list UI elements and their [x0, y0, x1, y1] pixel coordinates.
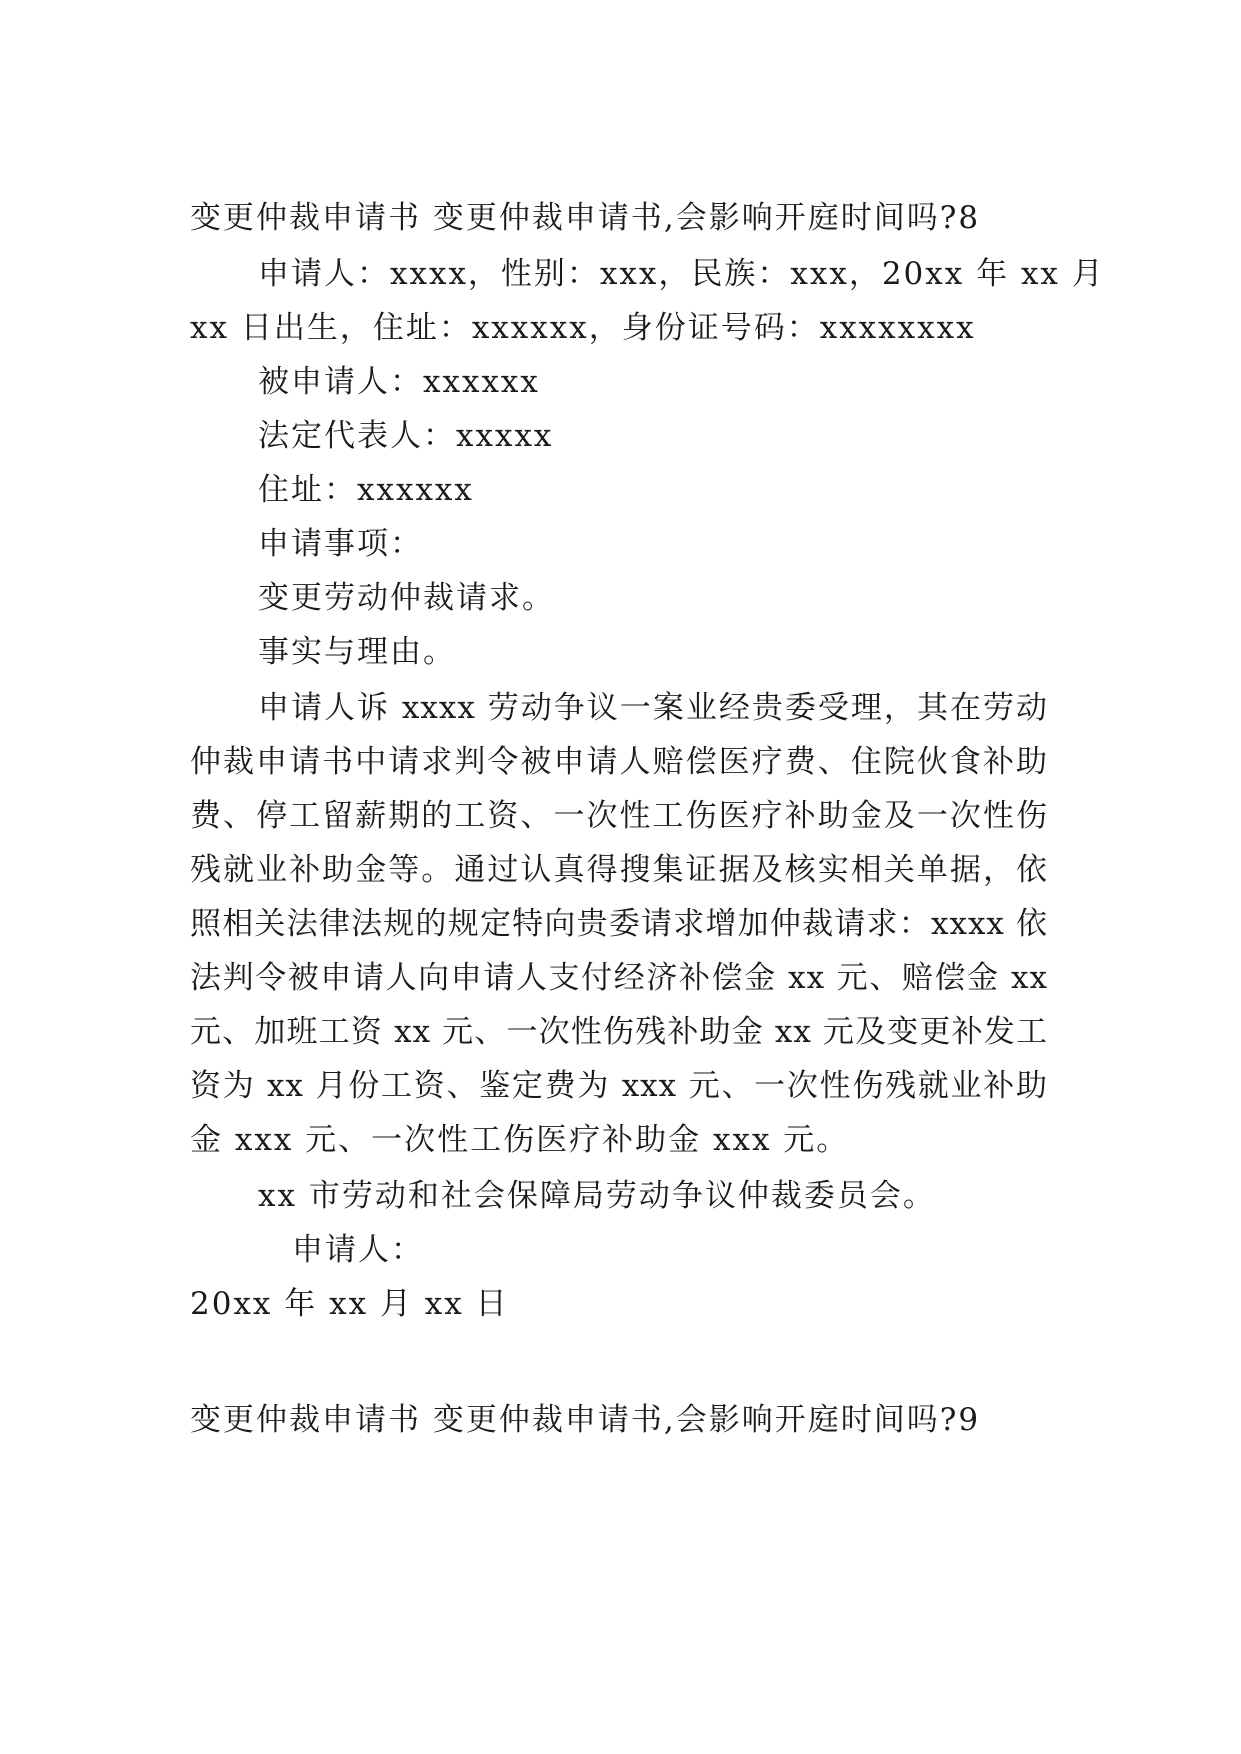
facts-line-3: 费、停工留薪期的工资、一次性工伤医疗补助金及一次性伤	[190, 798, 1048, 834]
facts-line-4: 残就业补助金等。通过认真得搜集证据及核实相关单据，依	[190, 852, 1048, 888]
applicant-line-1: 申请人：xxxx，性别：xxx，民族：xxx，20xx 年 xx 月	[258, 256, 1105, 292]
applicant-line-2: xx 日出生，住址：xxxxxx，身份证号码：xxxxxxxx	[190, 310, 976, 346]
address-line: 住址：xxxxxx	[258, 472, 474, 508]
respondent-line: 被申请人：xxxxxx	[258, 364, 540, 400]
facts-line-1: 申请人诉 xxxx 劳动争议一案业经贵委受理，其在劳动	[258, 690, 1048, 726]
date-line: 20xx 年 xx 月 xx 日	[190, 1286, 509, 1322]
recipient-line: xx 市劳动和社会保障局劳动争议仲裁委员会。	[258, 1178, 936, 1214]
section-title-top: 变更仲裁申请书 变更仲裁申请书,会影响开庭时间吗?8	[190, 200, 981, 236]
facts-line-9: 金 xxx 元、一次性工伤医疗补助金 xxx 元。	[190, 1122, 850, 1158]
section-title-bottom: 变更仲裁申请书 变更仲裁申请书,会影响开庭时间吗?9	[190, 1402, 981, 1438]
facts-line-8: 资为 xx 月份工资、鉴定费为 xxx 元、一次性伤残就业补助	[190, 1068, 1048, 1104]
matters-heading: 申请事项：	[258, 526, 423, 562]
facts-line-6: 法判令被申请人向申请人支付经济补偿金 xx 元、赔偿金 xx	[190, 960, 1048, 996]
matters-content: 变更劳动仲裁请求。	[258, 580, 555, 616]
facts-line-7: 元、加班工资 xx 元、一次性伤残补助金 xx 元及变更补发工	[190, 1014, 1048, 1050]
legal-representative-line: 法定代表人：xxxxx	[258, 418, 554, 454]
facts-heading: 事实与理由。	[258, 634, 456, 670]
facts-line-5: 照相关法律法规的规定特向贵委请求增加仲裁请求：xxxx 依	[190, 906, 1048, 942]
facts-line-2: 仲裁申请书中请求判令被申请人赔偿医疗费、住院伙食补助	[190, 744, 1048, 780]
signature-label: 申请人：	[292, 1232, 424, 1268]
